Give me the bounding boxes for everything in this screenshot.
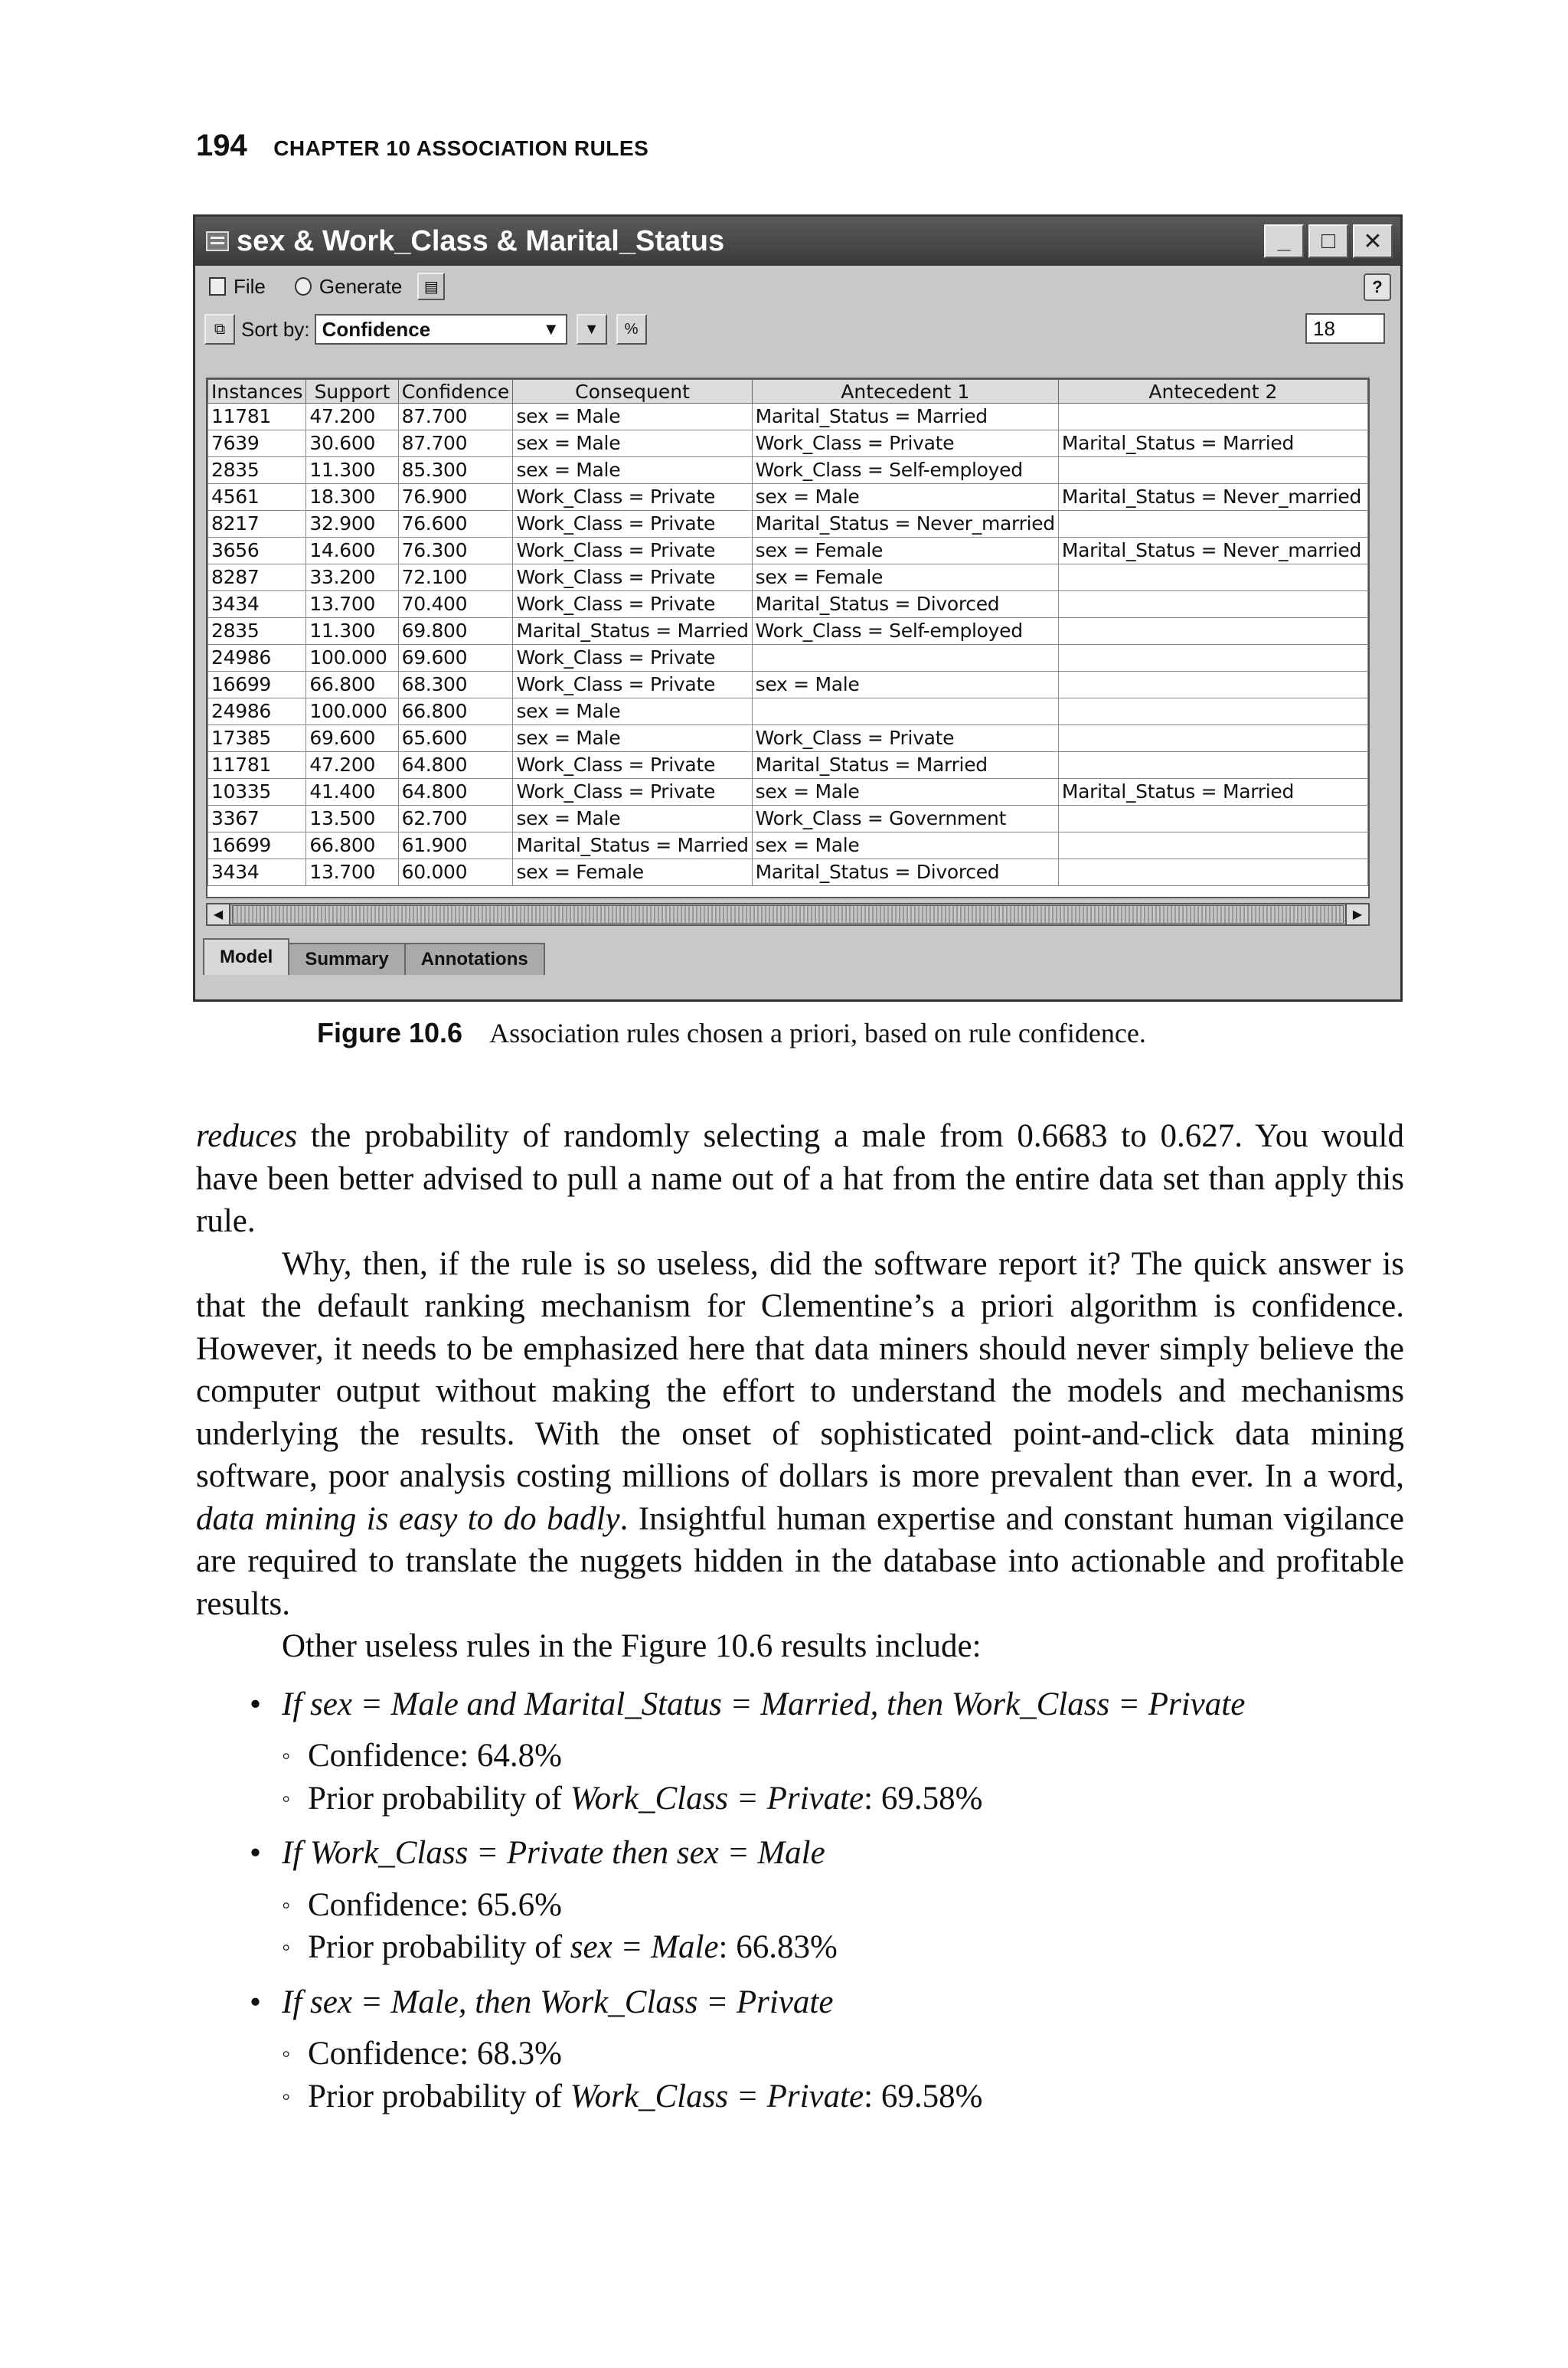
table-cell: 18.300 <box>306 484 398 511</box>
table-row[interactable] <box>208 511 1368 538</box>
table-cell <box>752 645 1058 672</box>
table-cell: sex = Female <box>752 564 1058 591</box>
sub-list-item <box>282 2033 1404 2075</box>
menubar <box>195 267 1400 306</box>
table-cell <box>1058 564 1367 591</box>
table-cell: sex = Male <box>752 484 1058 511</box>
table-cell: 8217 <box>208 511 306 538</box>
table-cell: Work_Class = Private <box>513 538 752 564</box>
table-cell: 76.600 <box>398 511 513 538</box>
table-cell: Work_Class = Private <box>513 752 752 779</box>
table-cell: sex = Male <box>513 457 752 484</box>
column-header[interactable]: Antecedent 2 <box>1058 380 1367 404</box>
window-titlebar[interactable] <box>195 217 1400 266</box>
sub-list-item <box>282 1735 1404 1778</box>
generate-icon <box>295 277 312 296</box>
table-cell: 65.600 <box>398 725 513 752</box>
table-cell: 32.900 <box>306 511 398 538</box>
table-cell <box>1058 404 1367 430</box>
close-button[interactable] <box>1353 224 1393 258</box>
list-item <box>196 1981 1404 2118</box>
page-number: 194 <box>196 129 247 162</box>
table-cell: 24986 <box>208 698 306 725</box>
table-cell <box>1058 725 1367 752</box>
table-cell: 10335 <box>208 779 306 806</box>
table-cell: Marital_Status = Married <box>513 618 752 645</box>
rule-count-field: 18 <box>1305 313 1385 344</box>
export-button[interactable] <box>417 273 445 300</box>
bullet-icon: • <box>250 1835 262 1871</box>
circle-bullet-icon: ◦ <box>282 1890 291 1918</box>
circle-bullet-icon: ◦ <box>282 2082 291 2110</box>
chapter-title: CHAPTER 10 ASSOCIATION RULES <box>273 136 649 160</box>
table-cell: sex = Male <box>513 404 752 430</box>
table-cell: 33.200 <box>306 564 398 591</box>
tab-annotations[interactable]: Annotations <box>404 943 545 975</box>
table-row[interactable] <box>208 618 1368 645</box>
sort-by-value: Confidence <box>322 317 431 341</box>
table-cell: 11.300 <box>306 618 398 645</box>
circle-bullet-icon: ◦ <box>282 1784 291 1812</box>
column-header[interactable]: Confidence <box>398 380 513 404</box>
table-cell: 17385 <box>208 725 306 752</box>
close-icon: ✕ <box>1363 228 1383 254</box>
window-app-icon <box>206 231 229 251</box>
table-row[interactable] <box>208 779 1368 806</box>
table-cell: 8287 <box>208 564 306 591</box>
circle-bullet-icon: ◦ <box>282 1742 291 1769</box>
table-cell: 47.200 <box>306 752 398 779</box>
prior-label: Prior probability of <box>308 1929 570 1965</box>
table-header-row <box>208 380 1368 404</box>
table-cell <box>1058 832 1367 859</box>
table-cell: 24986 <box>208 645 306 672</box>
table-cell: Marital_Status = Married <box>1058 779 1367 806</box>
toolbar <box>195 307 1400 352</box>
tab-summary[interactable]: Summary <box>288 943 405 975</box>
table-cell: sex = Male <box>752 672 1058 698</box>
table-cell: sex = Female <box>752 538 1058 564</box>
prior-variable: sex = Male <box>570 1929 719 1965</box>
help-icon: ? <box>1372 277 1383 296</box>
table-cell <box>752 698 1058 725</box>
horizontal-scrollbar[interactable] <box>206 903 1370 926</box>
sub-list-item <box>282 1884 1404 1927</box>
confidence-text: Confidence: 65.6% <box>308 1886 562 1923</box>
table-row[interactable] <box>208 404 1368 430</box>
scroll-right-button[interactable] <box>1345 904 1368 924</box>
percent-label: % <box>624 320 639 338</box>
table-row[interactable] <box>208 457 1368 484</box>
window-controls <box>1264 224 1393 258</box>
table-row[interactable] <box>208 645 1368 672</box>
list-item <box>196 1832 1404 1969</box>
window-title: sex & Work_Class & Marital_Status <box>237 224 725 257</box>
minimize-icon: _ <box>1277 228 1291 253</box>
column-header[interactable]: Instances <box>208 380 306 404</box>
table-cell: Work_Class = Private <box>513 672 752 698</box>
paragraph-1-italic: reduces <box>196 1118 298 1154</box>
table-cell: Marital_Status = Divorced <box>752 591 1058 618</box>
table-cell: 3367 <box>208 806 306 832</box>
arrow-left-icon: ◀ <box>213 908 224 921</box>
table-row[interactable] <box>208 672 1368 698</box>
bottom-tabs <box>203 940 544 975</box>
circle-bullet-icon: ◦ <box>282 2039 291 2067</box>
table-cell: sex = Male <box>752 832 1058 859</box>
table-cell: 3656 <box>208 538 306 564</box>
table-cell <box>1058 698 1367 725</box>
table-row[interactable] <box>208 591 1368 618</box>
table-cell: Work_Class = Private <box>513 511 752 538</box>
table-row[interactable] <box>208 538 1368 564</box>
scroll-left-button[interactable] <box>207 904 230 924</box>
export-icon: ▤ <box>423 278 439 296</box>
table-cell: 69.800 <box>398 618 513 645</box>
rule-statement: If sex = Male, then Work_Class = Private <box>282 1984 834 2020</box>
table-cell: Marital_Status = Never_married <box>752 511 1058 538</box>
prior-value: : 69.58% <box>864 2078 983 2115</box>
sort-descending-icon: ▼ <box>583 320 599 338</box>
prior-variable: Work_Class = Private <box>570 1780 864 1817</box>
table-cell: 66.800 <box>398 698 513 725</box>
table-cell: 85.300 <box>398 457 513 484</box>
table-cell: Work_Class = Self-employed <box>752 618 1058 645</box>
table-cell: Marital_Status = Married <box>1058 430 1367 457</box>
table-row[interactable] <box>208 752 1368 779</box>
percent-toggle-button[interactable] <box>616 314 647 345</box>
table-cell: Marital_Status = Married <box>752 752 1058 779</box>
column-header[interactable]: Support <box>306 380 398 404</box>
table-cell: 70.400 <box>398 591 513 618</box>
arrow-right-icon: ▶ <box>1352 908 1363 921</box>
table-cell: 11.300 <box>306 457 398 484</box>
table-cell: 69.600 <box>398 645 513 672</box>
table-cell: Marital_Status = Divorced <box>752 859 1058 886</box>
table-cell: 41.400 <box>306 779 398 806</box>
table-cell: Work_Class = Private <box>513 484 752 511</box>
body-text <box>196 1115 1404 2130</box>
table-row[interactable] <box>208 725 1368 752</box>
paragraph-1-text: the probability of randomly selecting a male from 0.6683 to 0.627. You would have been better advised to pull a name out of a hat from the entire data set than apply this rule. <box>196 1118 1404 1239</box>
maximize-button[interactable] <box>1308 224 1348 258</box>
table-cell <box>1058 511 1367 538</box>
copy-button[interactable] <box>204 314 235 345</box>
menu-file[interactable] <box>209 275 266 299</box>
table-cell: 13.700 <box>306 859 398 886</box>
table-cell: Work_Class = Private <box>513 779 752 806</box>
table-cell: 16699 <box>208 672 306 698</box>
table-cell: 100.000 <box>306 698 398 725</box>
table-cell: 47.200 <box>306 404 398 430</box>
table-cell: Marital_Status = Married <box>513 832 752 859</box>
table-cell: 76.900 <box>398 484 513 511</box>
prior-variable: Work_Class = Private <box>570 2078 864 2115</box>
table-cell: 11781 <box>208 404 306 430</box>
table-cell <box>1058 752 1367 779</box>
sub-list <box>282 1735 1404 1820</box>
table-cell: 13.700 <box>306 591 398 618</box>
table-cell: sex = Male <box>513 806 752 832</box>
table-cell: Marital_Status = Never_married <box>1058 538 1367 564</box>
table-cell: sex = Female <box>513 859 752 886</box>
table-cell: Work_Class = Private <box>752 430 1058 457</box>
table-cell: 30.600 <box>306 430 398 457</box>
prior-value: : 69.58% <box>864 1780 983 1817</box>
sub-list-item <box>282 1778 1404 1820</box>
table-cell: 61.900 <box>398 832 513 859</box>
table-cell: Work_Class = Government <box>752 806 1058 832</box>
table-cell: Marital_Status = Never_married <box>1058 484 1367 511</box>
bullet-icon: • <box>250 1686 262 1722</box>
table-row[interactable] <box>208 698 1368 725</box>
useless-rules-list <box>196 1683 1404 2118</box>
table-cell: 3434 <box>208 591 306 618</box>
table-row[interactable] <box>208 484 1368 511</box>
rules-table-area <box>206 378 1370 898</box>
table-cell: 66.800 <box>306 832 398 859</box>
file-icon <box>209 277 226 296</box>
tab-model[interactable]: Model <box>203 938 289 975</box>
table-cell: 72.100 <box>398 564 513 591</box>
table-cell: 76.300 <box>398 538 513 564</box>
help-button[interactable] <box>1364 273 1391 301</box>
paragraph-2 <box>196 1243 1404 1626</box>
table-cell: 2835 <box>208 457 306 484</box>
table-body <box>208 404 1368 886</box>
table-cell <box>1058 672 1367 698</box>
table-cell: 100.000 <box>306 645 398 672</box>
table-row[interactable] <box>208 430 1368 457</box>
table-cell: 11781 <box>208 752 306 779</box>
column-header[interactable]: Consequent <box>513 380 752 404</box>
table-cell: 64.800 <box>398 752 513 779</box>
circle-bullet-icon: ◦ <box>282 1933 291 1961</box>
table-cell <box>1058 591 1367 618</box>
sub-list-item <box>282 1926 1404 1969</box>
scroll-thumb[interactable] <box>232 905 1344 924</box>
table-cell: 4561 <box>208 484 306 511</box>
rules-table <box>207 379 1368 886</box>
confidence-text: Confidence: 64.8% <box>308 1738 562 1774</box>
figure-caption-text: Association rules chosen a priori, based on rule confidence. <box>489 1018 1146 1048</box>
table-cell: Work_Class = Private <box>513 564 752 591</box>
table-cell: 13.500 <box>306 806 398 832</box>
table-cell: sex = Male <box>752 779 1058 806</box>
rule-statement: If sex = Male and Marital_Status = Married, then Work_Class = Private <box>282 1686 1246 1722</box>
table-cell: 69.600 <box>306 725 398 752</box>
menu-generate-label: Generate <box>318 274 403 298</box>
menu-generate[interactable] <box>295 275 402 299</box>
sort-by-label: Sort by: <box>241 317 310 341</box>
table-cell: sex = Male <box>513 430 752 457</box>
table-cell: 62.700 <box>398 806 513 832</box>
table-cell: 66.800 <box>306 672 398 698</box>
table-cell: 68.300 <box>398 672 513 698</box>
table-cell: Work_Class = Self-employed <box>752 457 1058 484</box>
table-cell: sex = Male <box>513 725 752 752</box>
prior-value: : 66.83% <box>718 1929 838 1965</box>
table-cell <box>1058 618 1367 645</box>
paragraph-1 <box>196 1115 1404 1243</box>
table-cell: Work_Class = Private <box>513 591 752 618</box>
confidence-text: Confidence: 68.3% <box>308 2036 562 2072</box>
table-cell: 60.000 <box>398 859 513 886</box>
table-cell: 87.700 <box>398 404 513 430</box>
figure-caption <box>317 1017 1146 1049</box>
association-rules-window <box>193 214 1403 1002</box>
table-cell: 7639 <box>208 430 306 457</box>
table-cell <box>1058 645 1367 672</box>
menu-file-label: File <box>234 274 266 298</box>
table-cell: 87.700 <box>398 430 513 457</box>
sort-by-select[interactable] <box>315 314 567 345</box>
table-cell: sex = Male <box>513 698 752 725</box>
rule-statement: If Work_Class = Private then sex = Male <box>282 1835 825 1871</box>
table-cell <box>1058 859 1367 886</box>
copy-icon: ⧉ <box>214 320 226 338</box>
table-cell: 14.600 <box>306 538 398 564</box>
list-item <box>196 1683 1404 1820</box>
paragraph-2-text-b: . Insightful human expertise and constant human vigilance are required to translate the nuggets hidden in the database into actionable and profitable results. <box>196 1500 1404 1622</box>
table-cell: 2835 <box>208 618 306 645</box>
table-cell <box>1058 806 1367 832</box>
sub-list <box>282 1884 1404 1969</box>
sort-order-button[interactable] <box>577 314 607 345</box>
chevron-down-icon: ▼ <box>542 319 560 339</box>
sub-list <box>282 2033 1404 2118</box>
table-cell: 64.800 <box>398 779 513 806</box>
paragraph-2-text-a: Why, then, if the rule is so useless, did the software report it? The quick answer is that the default ranking mechanism for Clementine’s a priori algorithm is confidence. However, it needs to be emphasized here that data miners should never simply believe the computer output without making the effort to understand the models and mechanisms underlying the results. With the onset of sophisticated point-and-click data mining software, poor analysis costing millions of dollars is more prevalent than ever. In a word, <box>196 1245 1404 1494</box>
minimize-button[interactable] <box>1264 224 1304 258</box>
paragraph-2-italic: data mining is easy to do badly <box>196 1500 620 1537</box>
table-cell: Work_Class = Private <box>513 645 752 672</box>
table-cell <box>1058 457 1367 484</box>
column-header[interactable]: Antecedent 1 <box>752 380 1058 404</box>
table-row[interactable] <box>208 832 1368 859</box>
sub-list-item <box>282 2075 1404 2118</box>
table-cell: 16699 <box>208 832 306 859</box>
table-cell: Marital_Status = Married <box>752 404 1058 430</box>
table-row[interactable] <box>208 806 1368 832</box>
prior-label: Prior probability of <box>308 2078 570 2115</box>
table-row[interactable] <box>208 564 1368 591</box>
maximize-icon: □ <box>1321 228 1336 253</box>
table-cell: Work_Class = Private <box>752 725 1058 752</box>
table-row[interactable] <box>208 859 1368 886</box>
figure-label: Figure 10.6 <box>317 1017 463 1048</box>
table-cell: 3434 <box>208 859 306 886</box>
running-head <box>196 129 648 163</box>
prior-label: Prior probability of <box>308 1780 570 1817</box>
paragraph-3: Other useless rules in the Figure 10.6 results include: <box>282 1628 982 1664</box>
bullet-icon: • <box>250 1984 262 2020</box>
